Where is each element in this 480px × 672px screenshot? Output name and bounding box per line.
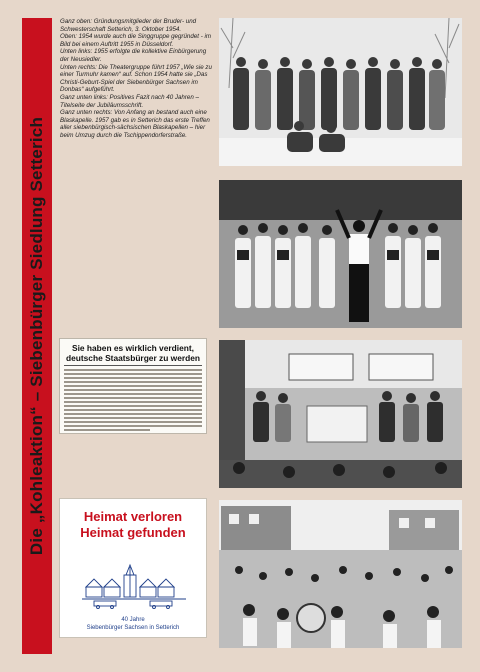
caption-top: Ganz oben: Gründungsmitglieder der Bruder- und Schwesterschaft Setterich, 3. Oktober 1954. <box>60 18 197 33</box>
clipping-headline <box>64 343 202 366</box>
caption-very-bottom-left: Ganz unten links: Positives Fazit nach 40 Jahren – Titelseite der Jubiläumsschrift. <box>60 93 199 109</box>
village-drawing-icon <box>80 557 188 609</box>
newspaper-clipping <box>59 338 207 434</box>
photo-brass-band-parade <box>219 500 462 648</box>
vertical-page-title: Die „Kohleaktion“ – Siebenbürger Siedlung Setterich <box>27 116 46 556</box>
photo-choir-performance <box>219 180 462 328</box>
anniversary-brochure-cover <box>59 498 207 638</box>
photo-captions <box>60 18 212 140</box>
caption-above: Oben: 1954 wurde auch die Singgruppe gegründet - im Bild bei einem Auftritt 1955 in Düsseldorf. <box>60 33 212 48</box>
photo-theatre-group <box>219 340 462 488</box>
cover-footer-years: 40 Jahre <box>121 617 145 623</box>
cover-title-line-2: Heimat gefunden <box>80 525 186 540</box>
caption-bottom-right: Unten rechts: Die Theatergruppe führt 1957 „Wie sie zu einer Turmuhr kamen“ auf. Schon 1954 hatte sie „Das Christi-Geburt-Spiel der Siebenbürger Sachsen im Donbas“ aufgeführt. <box>60 63 212 94</box>
clipping-headline-line-2: deutsche Staatsbürger zu werden <box>65 353 201 363</box>
cover-title-line-1: Heimat verloren <box>83 509 183 524</box>
caption-bottom-left: Unten links: 1955 erfolgte die kollektive Einbürgerung der Neusiedler. <box>60 48 207 63</box>
caption-very-bottom-right: Ganz unten rechts: Von Anfang an bestand auch eine Blaskapelle. 1957 gab es in Setterich das erste Treffen aller siebenbürgisch-sächsischen Blaskapellen – hier beim Umzug durch die Tschippendorferstraße. <box>60 109 210 139</box>
clipping-body-text <box>64 369 202 431</box>
photo-founding-members <box>219 18 462 166</box>
cover-footer-subtitle: Siebenbürger Sachsen in Setterich <box>86 625 180 631</box>
clipping-headline-line-1: Sie haben es wirklich verdient, <box>72 343 194 353</box>
